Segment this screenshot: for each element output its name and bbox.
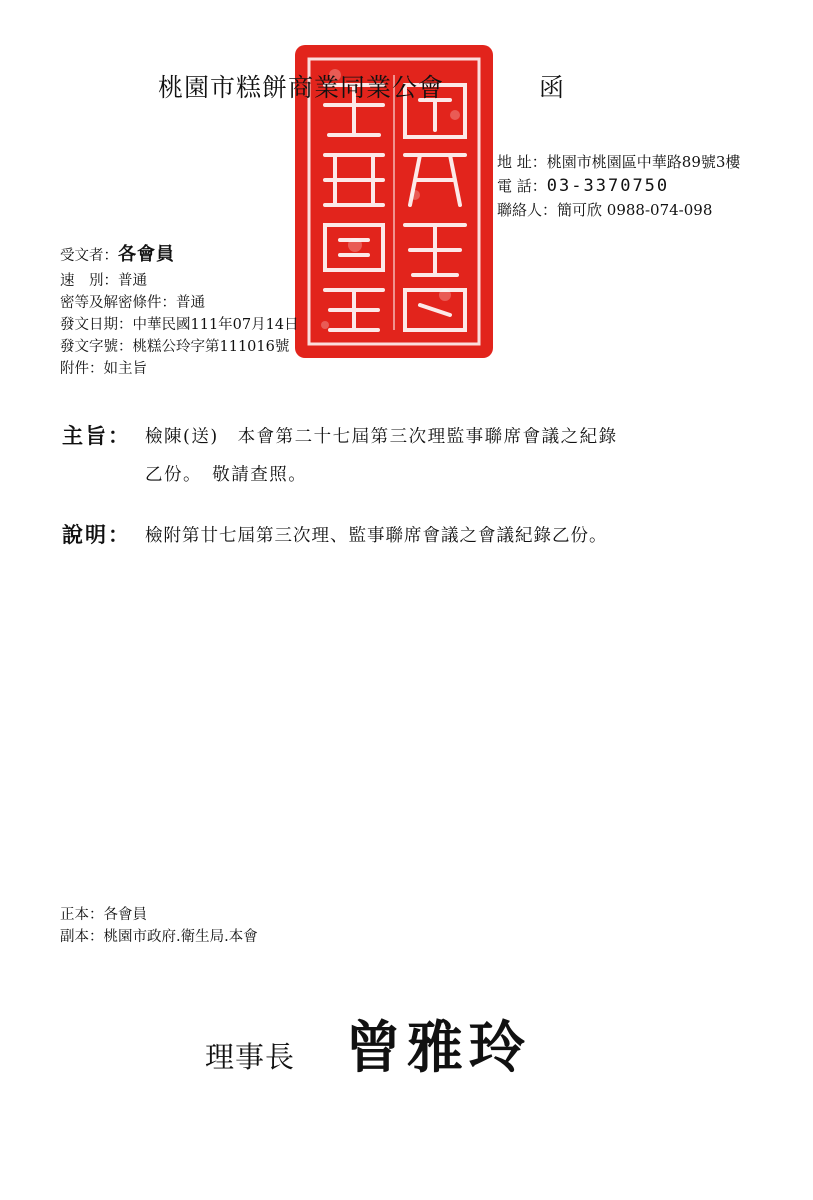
recipient: 受文者：各會員 bbox=[60, 244, 175, 265]
security-label: 密等及解密條件 bbox=[60, 295, 162, 311]
subject-heading: 主旨： bbox=[62, 423, 131, 448]
attachment-value: 如主旨 bbox=[103, 361, 147, 377]
organization-title: 桃園市糕餅商業同業公會 bbox=[158, 73, 445, 102]
address-value: 桃園市桃園區中華路89號3樓 bbox=[546, 153, 741, 171]
chairman-signature: 曾雅玲 bbox=[345, 1015, 531, 1081]
copy-value: 桃園市政府.衛生局.本會 bbox=[103, 929, 258, 945]
description-text: 檢附第廿七屆第三次理、監事聯席會議之會議紀錄乙份。 bbox=[145, 526, 608, 546]
contact-phone: 電 話：03-3370750 bbox=[497, 176, 670, 196]
date-value: 中華民國111年07月14日 bbox=[132, 317, 299, 333]
phone-value: 03-3370750 bbox=[546, 176, 670, 196]
date-row: 發文日期：中華民國111年07月14日 bbox=[60, 317, 299, 333]
document-type: 函 bbox=[539, 73, 565, 102]
contact-person: 聯絡人：簡可欣 0988-074-098 bbox=[497, 201, 713, 219]
security-value: 普通 bbox=[176, 295, 205, 311]
attachment-label: 附件 bbox=[60, 361, 89, 377]
recipient-value: 各會員 bbox=[118, 244, 175, 265]
contact-address: 地 址：桃園市桃園區中華路89號3樓 bbox=[497, 153, 741, 171]
speed-label: 速 別 bbox=[60, 273, 104, 289]
date-label: 發文日期 bbox=[60, 317, 118, 333]
address-label: 地 址 bbox=[497, 153, 532, 171]
subject-label: 主旨 bbox=[62, 423, 108, 448]
phone-label: 電 話 bbox=[497, 177, 532, 195]
security-row: 密等及解密條件：普通 bbox=[60, 295, 205, 311]
speed-row: 速 別：普通 bbox=[60, 273, 147, 289]
doc-number-value: 桃糕公玲字第111016號 bbox=[132, 339, 290, 355]
copy-label: 副本 bbox=[60, 929, 89, 945]
doc-number-row: 發文字號：桃糕公玲字第111016號 bbox=[60, 339, 290, 355]
subject-text-line-1: 檢陳(送) 本會第二十七屆第三次理監事聯席會議之紀錄 bbox=[145, 427, 618, 447]
contact-label: 聯絡人 bbox=[497, 201, 543, 219]
copy-recipients: 副本：桃園市政府.衛生局.本會 bbox=[60, 929, 258, 945]
speed-value: 普通 bbox=[118, 273, 147, 289]
subject-text-line-2: 乙份。 敬請查照。 bbox=[145, 465, 308, 485]
original-value: 各會員 bbox=[103, 907, 147, 923]
description-heading: 說明： bbox=[62, 522, 131, 547]
original-label: 正本 bbox=[60, 907, 89, 923]
recipient-label: 受文者 bbox=[60, 248, 104, 264]
contact-value: 簡可欣 0988-074-098 bbox=[557, 201, 713, 219]
attachment-row: 附件：如主旨 bbox=[60, 361, 147, 377]
original-recipients: 正本：各會員 bbox=[60, 907, 147, 923]
doc-number-label: 發文字號 bbox=[60, 339, 118, 355]
chairman-title: 理事長 bbox=[205, 1040, 296, 1074]
description-label: 說明 bbox=[62, 522, 108, 547]
